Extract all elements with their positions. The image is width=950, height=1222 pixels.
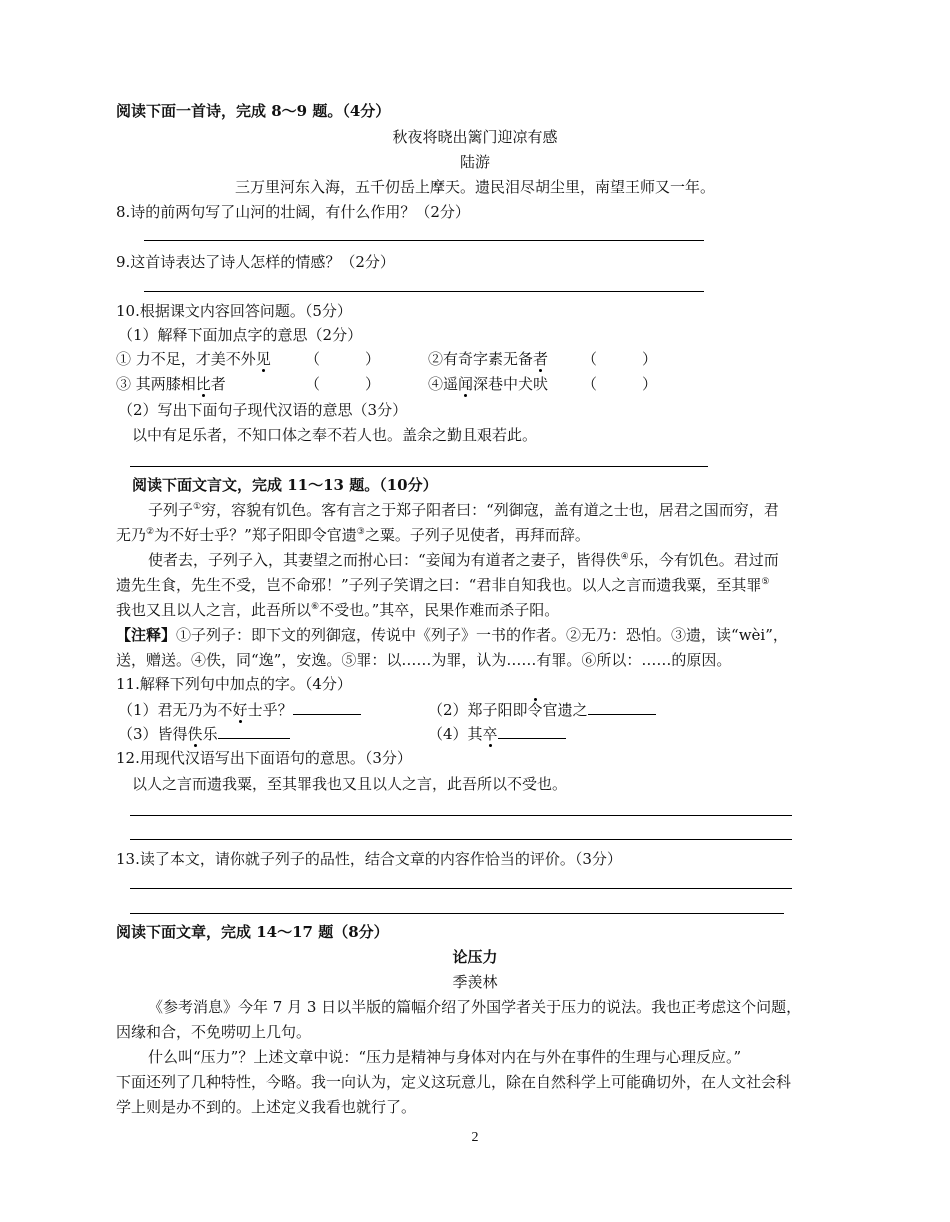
question-9: 9.这首诗表达了诗人怎样的情感？（2分） — [116, 253, 395, 271]
annotation-line: 送，赠送。④佚，同“逸”，安逸。⑤罪：以……为罪，认为……有罪。⑥所以：……的原因。 — [116, 651, 732, 669]
question-11-title: 11.解释下列句中加点的字。（4分） — [116, 675, 352, 693]
answer-line — [130, 815, 792, 816]
essay-author: 季羡林 — [452, 973, 498, 991]
answer-line — [130, 466, 708, 467]
essay-line: 什么叫“压力”？上述文章中说：“压力是精神与身体对内在与外在事件的生理与心理反应。” — [148, 1048, 742, 1066]
passage-line: 我也又且以人之言，此吾所以⑥不受也。”其卒，民果作难而杀子阳。 — [116, 601, 560, 619]
answer-paren: （ ） — [582, 350, 658, 368]
dotted-char: 佚 — [187, 725, 203, 743]
answer-paren: （ ） — [582, 375, 658, 393]
q10-item-1: ① 力不足，才美不外见 — [116, 350, 271, 368]
section-heading-essay: 阅读下面文章，完成 14～17 题（8分） — [116, 923, 389, 941]
dotted-char: 卒 — [482, 725, 498, 743]
poem-author: 陆游 — [459, 153, 490, 171]
question-13: 13.读了本文，请你就子列子的品性，结合文章的内容作恰当的评价。（3分） — [116, 850, 622, 868]
question-12-title: 12.用现代汉语写出下面语句的意思。（3分） — [116, 749, 412, 767]
question-10-part1: （1）解释下面加点字的意思（2分） — [118, 326, 363, 344]
essay-line: 下面还列了几种特性，今略。我一向认为，定义这玩意儿，除在自然科学上可能确切外，在人文社会科 — [116, 1073, 792, 1091]
q10-sentence: 以中有足乐者，不知口体之奉不若人也。盖余之勤且艰若此。 — [132, 426, 538, 444]
answer-blank — [218, 722, 290, 739]
section-heading-poem: 阅读下面一首诗，完成 8～9 题。（4分） — [116, 102, 391, 120]
q11-item-4: （4）其卒 — [428, 722, 566, 744]
answer-paren: （ ） — [305, 375, 381, 393]
q10-item-4: ④遥闻深巷中犬吠 — [428, 375, 549, 393]
essay-line: 因缘和合，不免唠叨上几句。 — [116, 1023, 312, 1041]
passage-line: 遗先生食，先生不受，岂不命邪！”子列子笑谓之曰：“君非自知我也。以人之言而遗我粟，至其罪⑤ — [116, 576, 770, 594]
annotation-label: 【注释】 — [116, 626, 177, 644]
poem-title: 秋夜将晓出篱门迎凉有感 — [392, 128, 558, 146]
answer-blank — [293, 698, 361, 715]
dotted-char: 见 — [255, 350, 271, 368]
q10-item-3: ③ 其两膝相比者 — [116, 375, 226, 393]
answer-line — [144, 240, 704, 241]
answer-blank — [498, 722, 566, 739]
essay-line: 学上则是办不到的。上述定义我看也就行了。 — [116, 1098, 417, 1116]
answer-blank — [588, 698, 656, 715]
answer-line — [130, 888, 792, 889]
section-heading-classical: 阅读下面文言文，完成 11～13 题。（10分） — [132, 476, 438, 494]
dotted-char: 比 — [195, 375, 211, 393]
passage-line: 子列子①穷，容貌有饥色。客有言之于郑子阳者曰：“列御寇，盖有道之士也，居君之国而穷，君 — [148, 501, 779, 519]
q10-item-2: ②有奇字素无备者 — [428, 350, 549, 368]
answer-paren: （ ） — [305, 350, 381, 368]
q11-item-2: （2）郑子阳即令官遗之 — [428, 698, 656, 720]
annotation-line: 【注释】①子列子：即下文的列御寇，传说中《列子》一书的作者。②无乃：恐怕。③遗，读“wèi”， — [116, 626, 788, 644]
essay-line: 《参考消息》今年 7 月 3 日以半版的篇幅介绍了外国学者关于压力的说法。我也正考虑这个问题， — [148, 998, 802, 1016]
passage-line: 无乃②为不好士乎？”郑子阳即令官遗③之粟。子列子见使者，再拜而辞。 — [116, 526, 590, 544]
q12-sentence: 以人之言而遗我粟，至其罪我也又且以人之言，此吾所以不受也。 — [132, 775, 568, 793]
page-number: 2 — [471, 1130, 479, 1145]
passage-line: 使者去，子列子入，其妻望之而拊心曰：“妾闻为有道者之妻子，皆得佚④乐，今有饥色。君过而 — [148, 551, 779, 569]
dotted-char: 闻 — [458, 375, 474, 393]
question-10-title: 10.根据课文内容回答问题。（5分） — [116, 302, 352, 320]
answer-line — [144, 291, 704, 292]
question-8: 8.诗的前两句写了山河的壮阔，有什么作用？（2分） — [116, 203, 470, 221]
q11-item-1: （1）君无乃为不好士乎？ — [118, 698, 361, 720]
poem-text: 三万里河东入海，五千仞岳上摩天。遗民泪尽胡尘里，南望王师又一年。 — [234, 178, 715, 196]
question-10-part2: （2）写出下面句子现代汉语的意思（3分） — [118, 401, 408, 419]
dotted-char: 令 — [527, 701, 543, 719]
q11-item-3: （3）皆得佚乐 — [118, 722, 290, 744]
answer-line — [130, 839, 792, 840]
dotted-char: 好 — [232, 701, 248, 719]
answer-line — [130, 913, 784, 914]
dotted-char: 者 — [533, 350, 549, 368]
essay-title: 论压力 — [452, 948, 498, 966]
